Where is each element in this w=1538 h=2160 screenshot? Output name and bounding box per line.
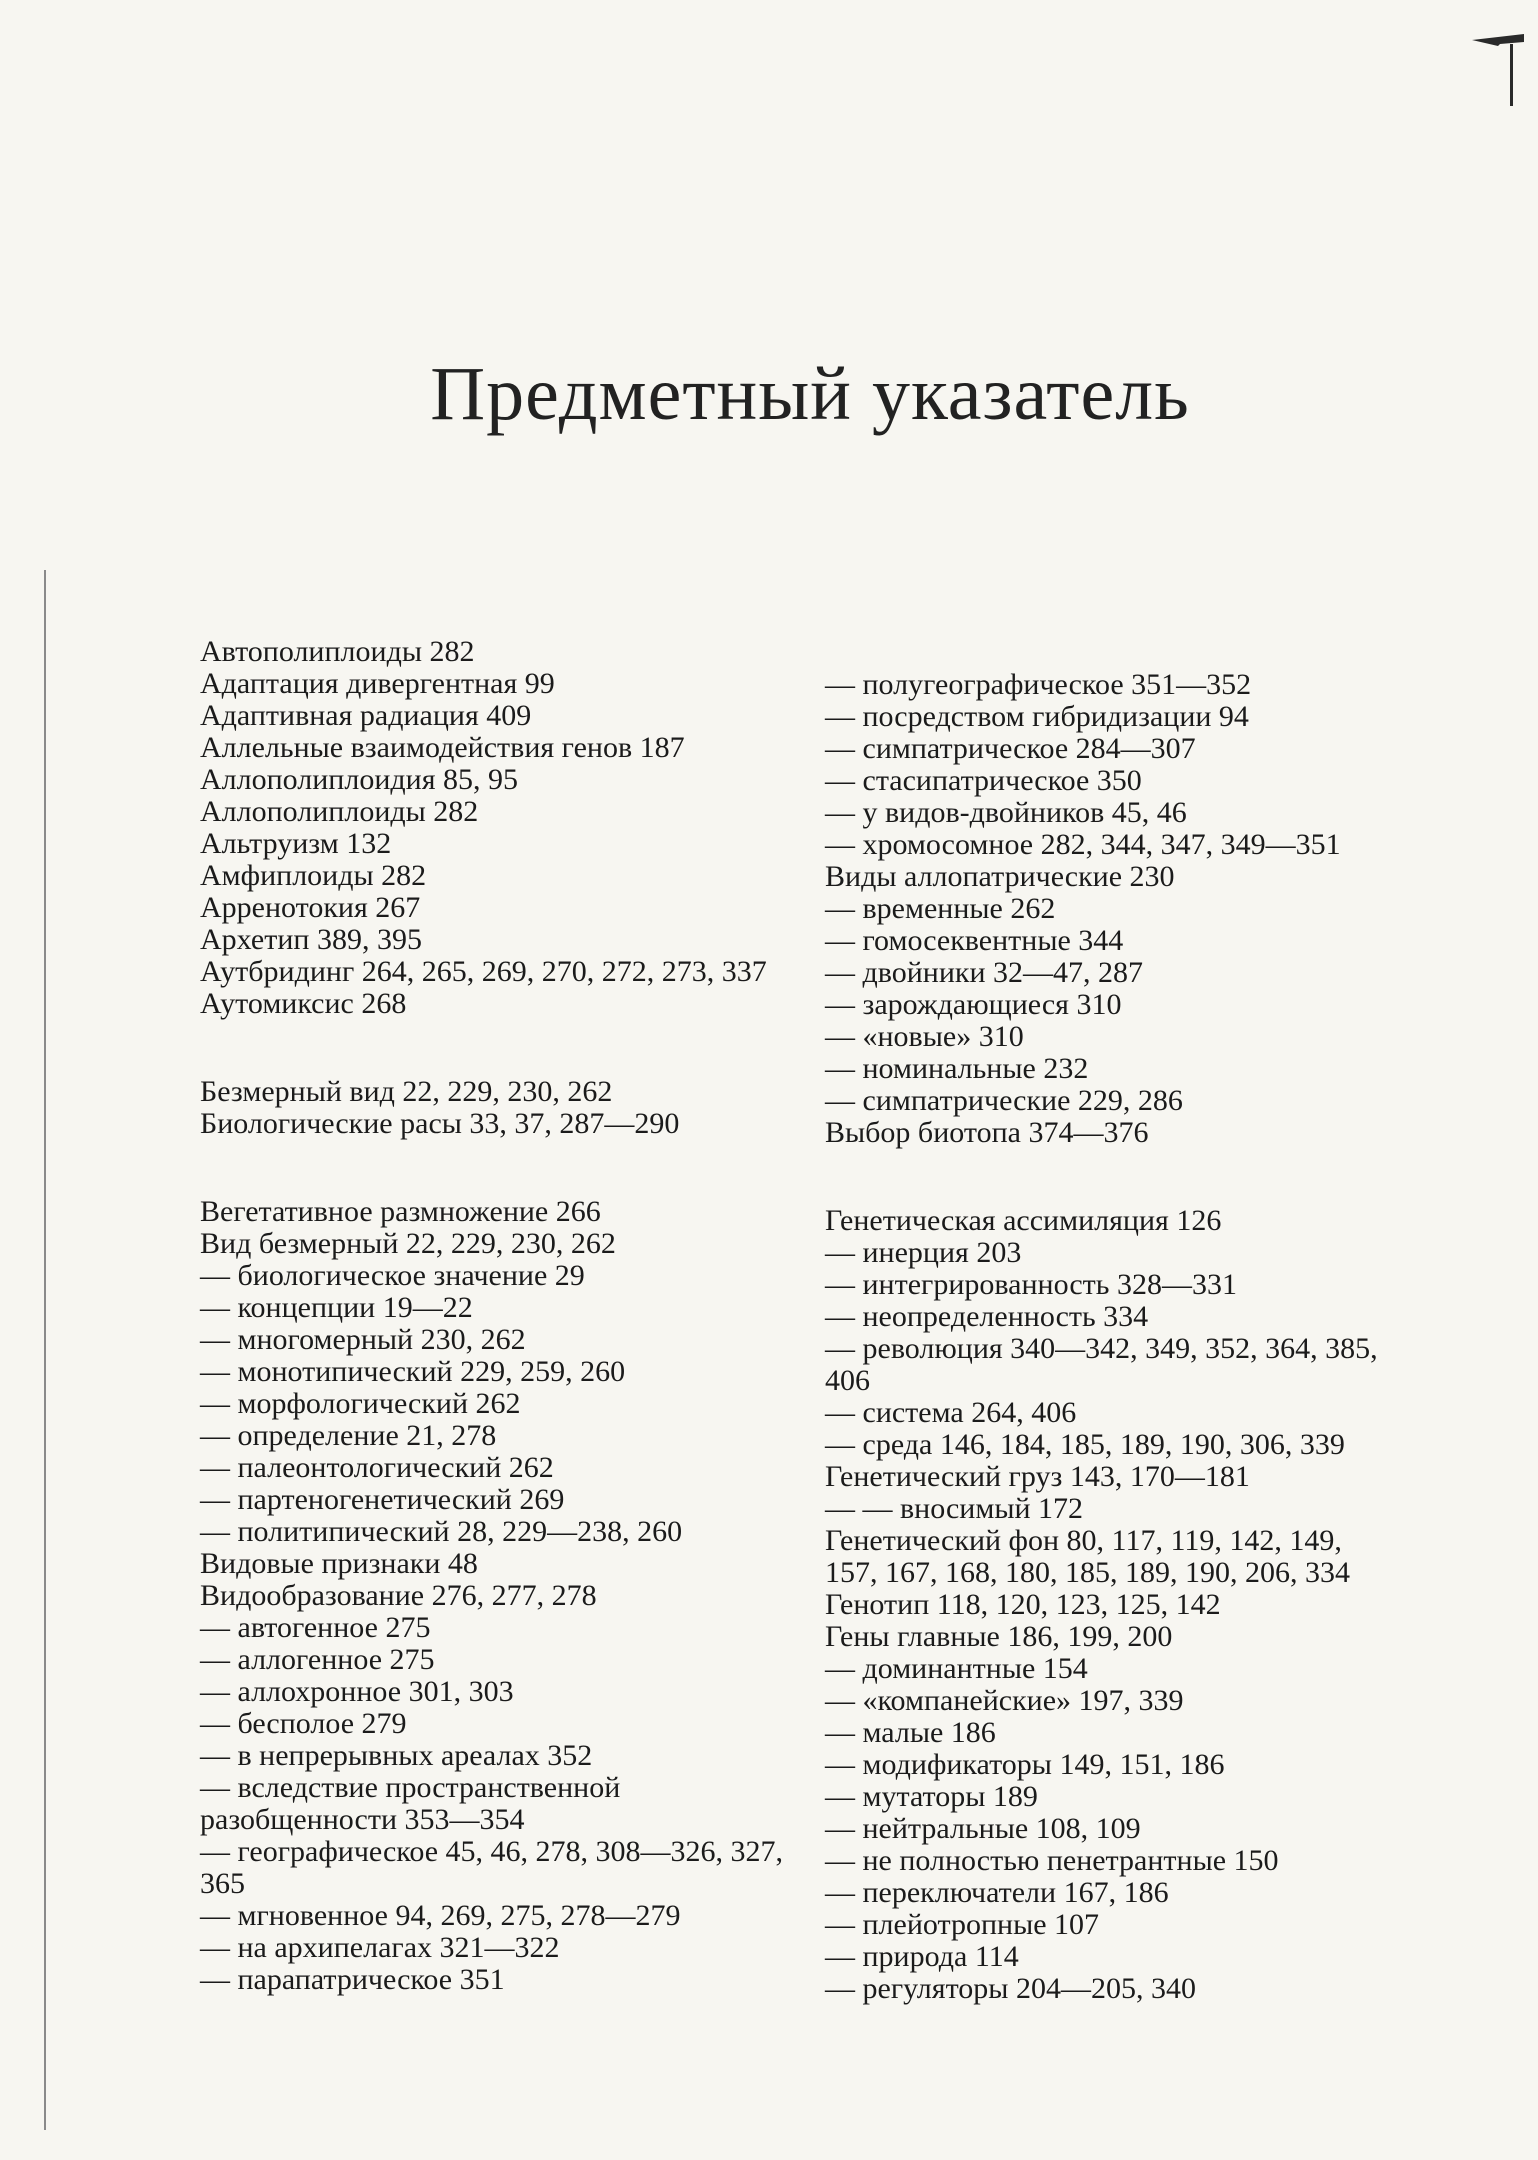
index-entry: Аутомиксис 268 <box>200 987 407 1020</box>
index-entry: — зарождающиеся 310 <box>825 988 1122 1021</box>
index-entry: — аллогенное 275 <box>200 1643 435 1676</box>
index-entry: — модификаторы 149, 151, 186 <box>825 1748 1225 1781</box>
index-entry: — плейотропные 107 <box>825 1908 1100 1941</box>
index-entry: — вследствие пространственной разобщенности 353—354 <box>200 1771 621 1836</box>
index-entry: — мутаторы 189 <box>825 1780 1038 1813</box>
index-entry: — парапатрическое 351 <box>200 1963 505 1996</box>
index-entry: Видообразование 276, 277, 278 <box>200 1579 597 1612</box>
index-entry: — — вносимый 172 <box>825 1492 1084 1525</box>
index-entry: — бесполое 279 <box>200 1707 407 1740</box>
index-entry: — регуляторы 204—205, 340 <box>825 1972 1196 2005</box>
index-entry: Аллополиплоидия 85, 95 <box>200 763 518 796</box>
index-entry: Амфиплоиды 282 <box>200 859 427 892</box>
index-entry: Арренотокия 267 <box>200 891 421 924</box>
index-right-column <box>825 636 1400 2005</box>
index-entry: — интегрированность 328—331 <box>825 1268 1237 1301</box>
index-entry: Гены главные 186, 199, 200 <box>825 1620 1173 1653</box>
index-entry: Архетип 389, 395 <box>200 923 422 956</box>
index-entry: Автополиплоиды 282 <box>200 635 475 668</box>
index-entry: — посредством гибридизации 94 <box>825 700 1249 733</box>
index-entry: Виды аллопатрические 230 <box>825 860 1175 893</box>
index-entry: Альтруизм 132 <box>200 827 392 860</box>
index-entry: Видовые признаки 48 <box>200 1547 478 1580</box>
index-entry: — не полностью пенетрантные 150 <box>825 1844 1279 1877</box>
index-entry: — доминантные 154 <box>825 1652 1088 1685</box>
index-entry: — партеногенетический 269 <box>200 1483 565 1516</box>
index-entry: Аутбридинг 264, 265, 269, 270, 272, 273, 337 <box>200 955 767 988</box>
index-entry: — политипический 28, 229—238, 260 <box>200 1515 683 1548</box>
index-left-column <box>200 636 785 1996</box>
index-entry: — стасипатрическое 350 <box>825 764 1142 797</box>
index-entry: — биологическое значение 29 <box>200 1259 585 1292</box>
index-entry: — гомосеквентные 344 <box>825 924 1124 957</box>
index-entry: Вегетативное размножение 266 <box>200 1195 601 1228</box>
corner-printer-mark-icon <box>1470 32 1526 108</box>
index-entry: — среда 146, 184, 185, 189, 190, 306, 339 <box>825 1428 1345 1461</box>
index-entry: Адаптивная радиация 409 <box>200 699 532 732</box>
index-entry: — революция 340—342, 349, 352, 364, 385, 406 <box>825 1332 1378 1397</box>
index-entry: Генетический фон 80, 117, 119, 142, 149, 157, 167, 168, 180, 185, 189, 190, 206, 334 <box>825 1524 1350 1589</box>
index-entry: — палеонтологический 262 <box>200 1451 554 1484</box>
index-entry: Генетическая ассимиляция 126 <box>825 1204 1222 1237</box>
binding-edge-line <box>44 570 46 2130</box>
index-entry: — номинальные 232 <box>825 1052 1089 1085</box>
index-entry: — у видов-двойников 45, 46 <box>825 796 1187 829</box>
index-entry: — переключатели 167, 186 <box>825 1876 1169 1909</box>
index-entry: — полугеографическое 351—352 <box>825 668 1252 701</box>
index-entry: — хромосомное 282, 344, 347, 349—351 <box>825 828 1341 861</box>
index-entry: — временные 262 <box>825 892 1056 925</box>
section-gap <box>200 1020 785 1076</box>
index-entry: — мгновенное 94, 269, 275, 278—279 <box>200 1899 681 1932</box>
index-entry: — симпатрические 229, 286 <box>825 1084 1183 1117</box>
index-entry: Безмерный вид 22, 229, 230, 262 <box>200 1075 613 1108</box>
section-gap <box>825 1149 1400 1205</box>
index-entry: — многомерный 230, 262 <box>200 1323 526 1356</box>
index-entry: — неопределенность 334 <box>825 1300 1149 1333</box>
index-entry: — двойники 32—47, 287 <box>825 956 1144 989</box>
index-entry: — симпатрическое 284—307 <box>825 732 1196 765</box>
index-entry: Вид безмерный 22, 229, 230, 262 <box>200 1227 616 1260</box>
index-entry: — на архипелагах 321—322 <box>200 1931 560 1964</box>
index-entry: — концепции 19—22 <box>200 1291 473 1324</box>
index-entry: — в непрерывных ареалах 352 <box>200 1739 593 1772</box>
index-entry: — нейтральные 108, 109 <box>825 1812 1141 1845</box>
index-entry: — аллохронное 301, 303 <box>200 1675 514 1708</box>
index-entry: — «новые» 310 <box>825 1020 1024 1053</box>
index-entry: Адаптация дивергентная 99 <box>200 667 555 700</box>
index-entry: — морфологический 262 <box>200 1387 521 1420</box>
index-entry: — малые 186 <box>825 1716 996 1749</box>
index-entry: Генотип 118, 120, 123, 125, 142 <box>825 1588 1221 1621</box>
index-entry: — инерция 203 <box>825 1236 1022 1269</box>
index-entry: Аллополиплоиды 282 <box>200 795 479 828</box>
index-entry: — географическое 45, 46, 278, 308—326, 327, 365 <box>200 1835 784 1900</box>
index-entry: — монотипический 229, 259, 260 <box>200 1355 626 1388</box>
section-gap <box>200 1140 785 1196</box>
index-entry: Генетический груз 143, 170—181 <box>825 1460 1250 1493</box>
index-entry: Аллельные взаимодействия генов 187 <box>200 731 685 764</box>
index-entry: — автогенное 275 <box>200 1611 431 1644</box>
index-entry: Биологические расы 33, 37, 287—290 <box>200 1107 680 1140</box>
index-entry: — природа 114 <box>825 1940 1019 1973</box>
index-entry: — определение 21, 278 <box>200 1419 497 1452</box>
index-entry: Выбор биотопа 374—376 <box>825 1116 1149 1149</box>
index-entry: — «компанейские» 197, 339 <box>825 1684 1184 1717</box>
index-entry: — система 264, 406 <box>825 1396 1077 1429</box>
page-title: Предметный указатель <box>430 351 1190 436</box>
